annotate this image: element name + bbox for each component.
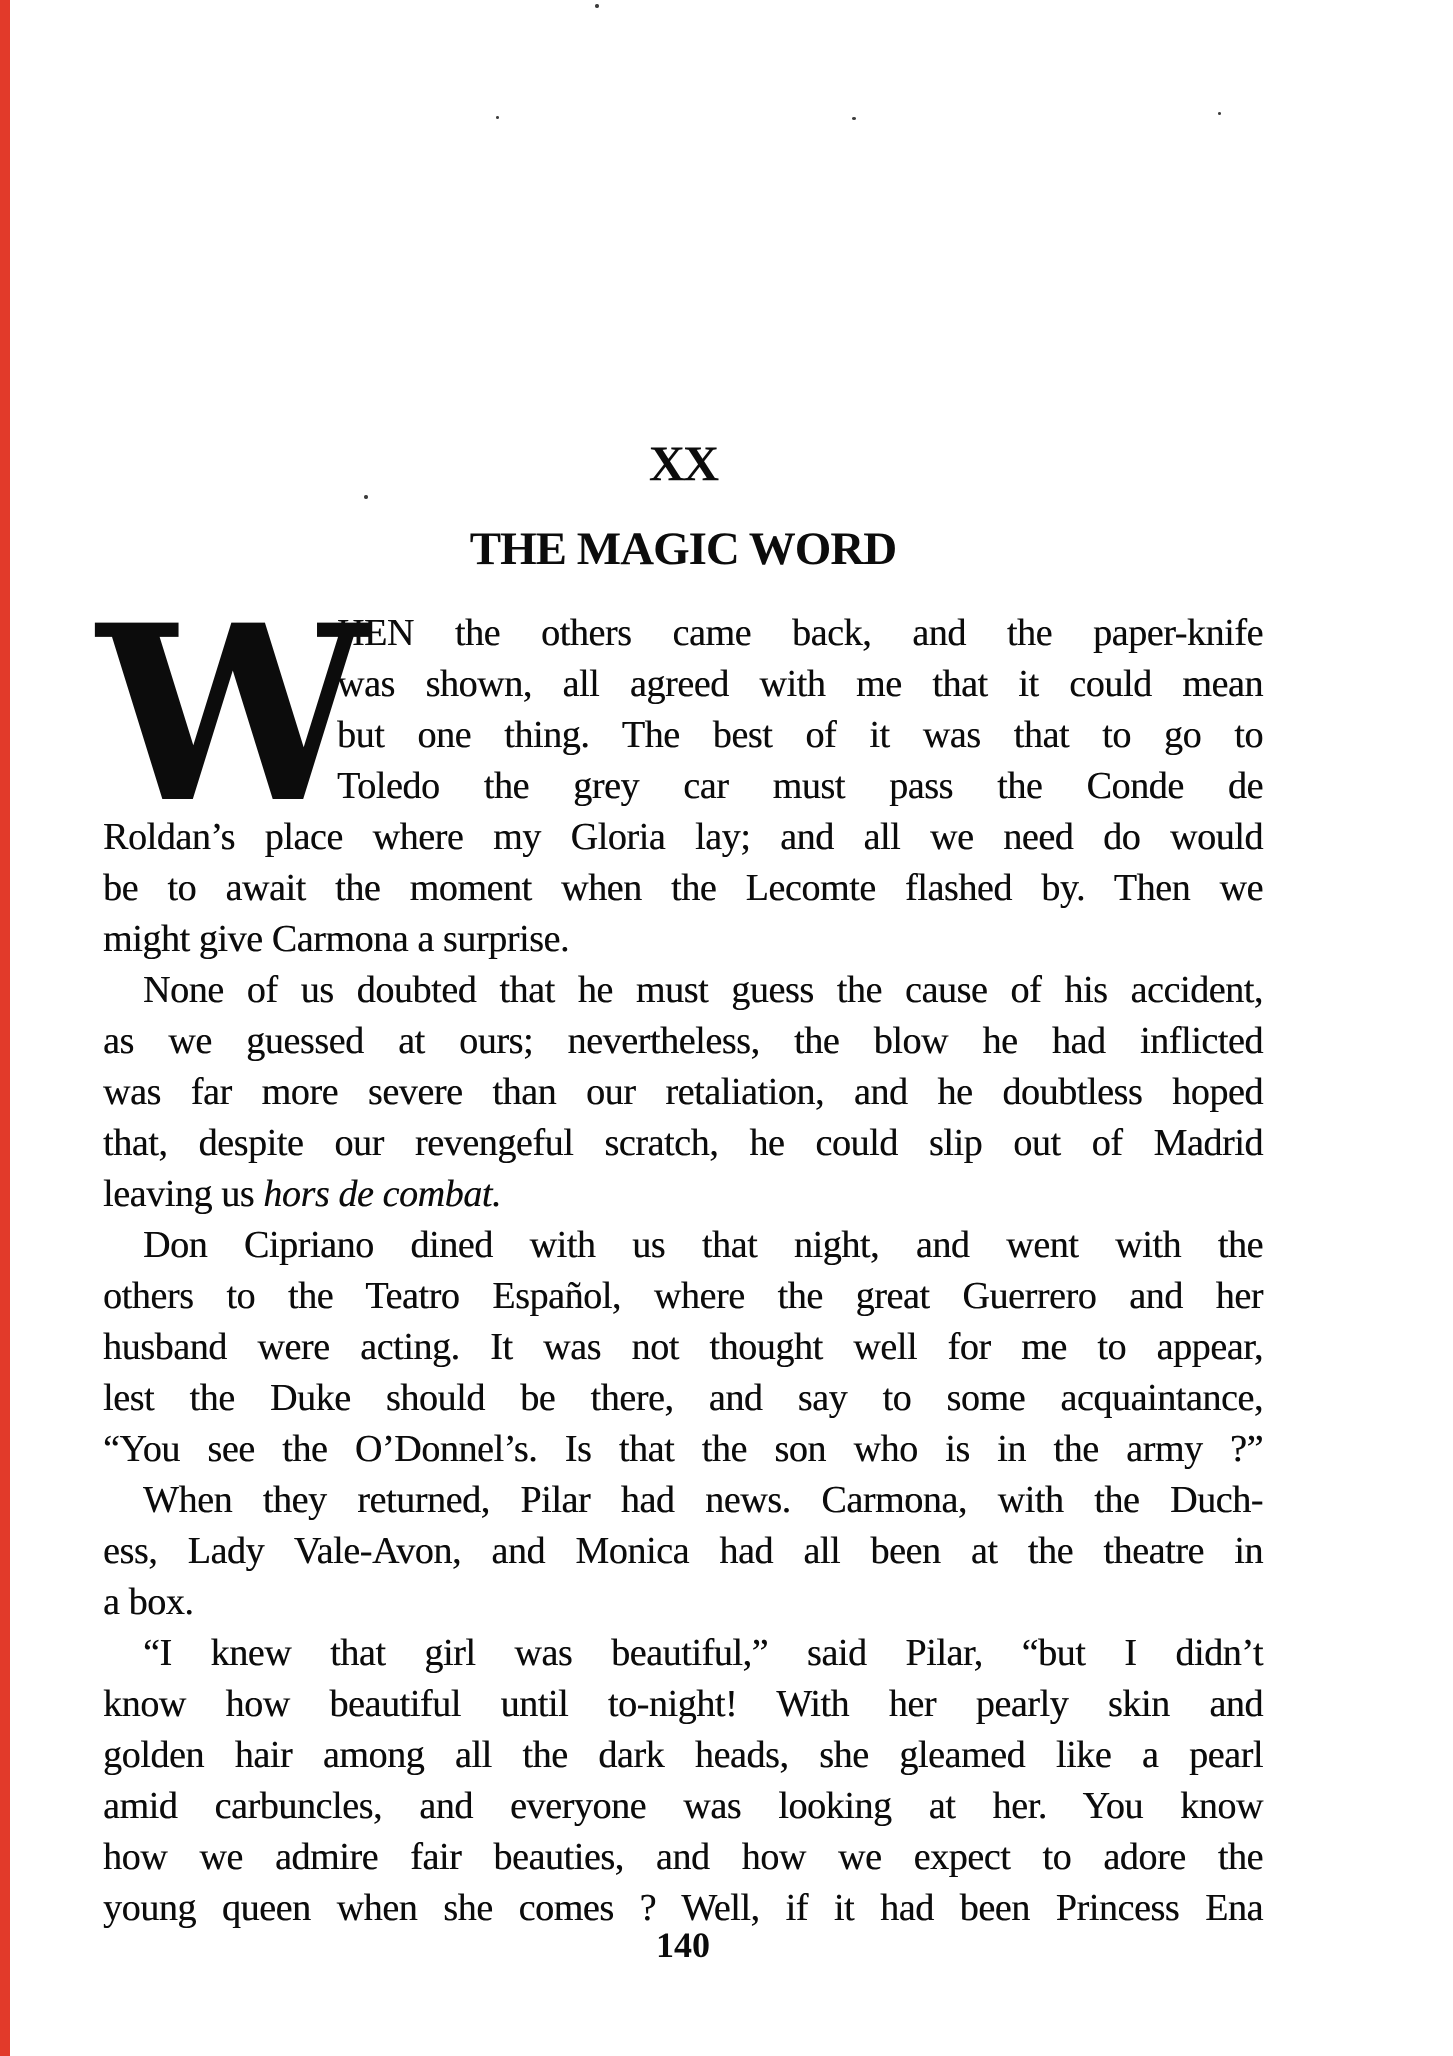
text-line: None of us doubted that he must guess the cause of his accident, bbox=[143, 969, 1263, 1011]
text-line: be to await the moment when the Lecomte flashed by. Then we bbox=[103, 867, 1263, 909]
body-text bbox=[97, 573, 1263, 1934]
scan-speck bbox=[595, 4, 599, 8]
scan-edge-stripe bbox=[0, 0, 10, 2056]
text-line: Toledo the grey car must pass the Conde de bbox=[337, 765, 1263, 807]
page-number: 140 bbox=[656, 1925, 710, 1965]
scan-speck bbox=[496, 116, 499, 119]
text-line: might give Carmona a surprise. bbox=[103, 918, 570, 960]
paragraph-1 bbox=[97, 573, 1263, 965]
paragraph-2 bbox=[103, 965, 1263, 1220]
chapter-title: THE MAGIC WORD bbox=[469, 523, 897, 575]
paragraph-4 bbox=[103, 1475, 1263, 1628]
text-line: lest the Duke should be there, and say to some acquaintance, bbox=[103, 1377, 1263, 1419]
text-line: know how beautiful until to-night! With her pearly skin and bbox=[103, 1683, 1263, 1725]
text-line: “I knew that girl was beautiful,” said Pilar, “but I didn’t bbox=[143, 1632, 1263, 1674]
text-line: husband were acting. It was not thought well for me to appear, bbox=[103, 1326, 1263, 1368]
text-line: Roldan’s place where my Gloria lay; and all we need do would bbox=[103, 816, 1263, 858]
text-line: HEN the others came back, and the paper-knife bbox=[337, 612, 1263, 654]
text-segment: leaving us bbox=[103, 1173, 264, 1215]
text-line: young queen when she comes ? Well, if it had been Princess Ena bbox=[103, 1887, 1263, 1929]
text-line: “You see the O’Donnel’s. Is that the son who is in the army ?” bbox=[103, 1428, 1263, 1470]
scan-speck bbox=[1218, 112, 1221, 115]
text-line: how we admire fair beauties, and how we expect to adore the bbox=[103, 1836, 1263, 1878]
scan-speck bbox=[852, 117, 856, 120]
text-line: When they returned, Pilar had news. Carmona, with the Duch- bbox=[143, 1479, 1263, 1521]
text-line bbox=[103, 1169, 1263, 1220]
text-line: a box. bbox=[103, 1581, 194, 1623]
text-line: as we guessed at ours; nevertheless, the blow he had inflicted bbox=[103, 1020, 1263, 1062]
text-line: was far more severe than our retaliation, and he doubtless hoped bbox=[103, 1071, 1263, 1113]
text-line: that, despite our revengeful scratch, he could slip out of Madrid bbox=[103, 1122, 1263, 1164]
chapter-number: XX bbox=[648, 435, 718, 491]
text-line: was shown, all agreed with me that it could mean bbox=[337, 663, 1263, 705]
scan-speck bbox=[364, 495, 368, 499]
paragraph-5 bbox=[103, 1628, 1263, 1934]
text-line: but one thing. The best of it was that to go to bbox=[337, 714, 1263, 756]
text-line: ess, Lady Vale-Avon, and Monica had all been at the theatre in bbox=[103, 1530, 1263, 1572]
drop-cap-letter: W bbox=[97, 573, 369, 857]
text-line: Don Cipriano dined with us that night, and went with the bbox=[143, 1224, 1263, 1266]
paragraph-3 bbox=[103, 1220, 1263, 1475]
italic-phrase: hors de combat. bbox=[263, 1173, 502, 1215]
text-line: golden hair among all the dark heads, she gleamed like a pearl bbox=[103, 1734, 1263, 1776]
text-line: amid carbuncles, and everyone was looking at her. You know bbox=[103, 1785, 1263, 1827]
text-line: others to the Teatro Español, where the great Guerrero and her bbox=[103, 1275, 1263, 1317]
